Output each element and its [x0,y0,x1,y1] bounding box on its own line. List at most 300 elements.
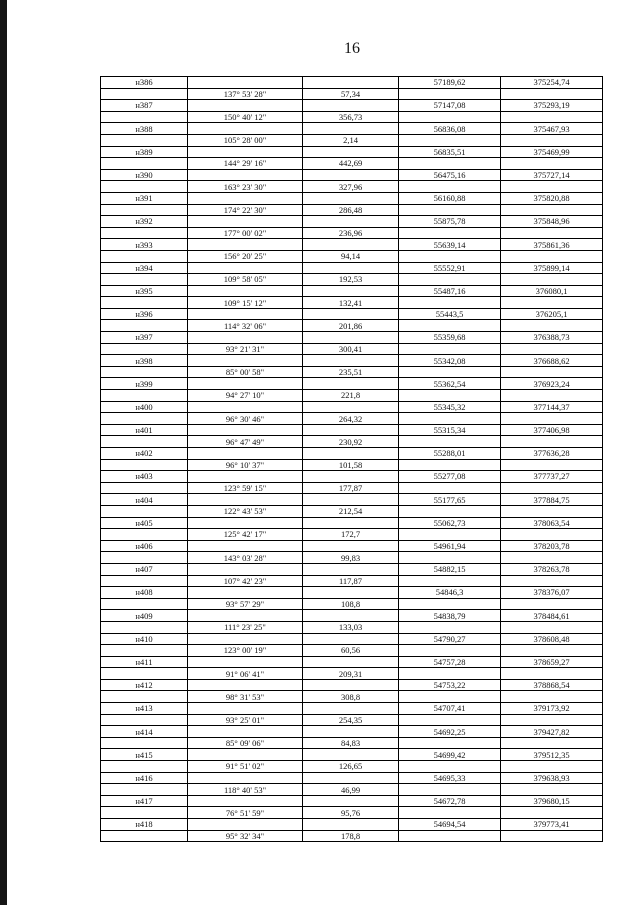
page-number: 16 [344,40,360,57]
segment-distance: 57,34 [303,89,399,101]
segment-distance: 308,8 [303,691,399,703]
point-name: н415 [101,749,188,761]
empty-cell [188,703,303,715]
coord-north-value: 55062,73 [399,518,501,530]
direction-angle: 96° 30' 46" [188,413,303,425]
direction-angle: 91° 06' 41" [188,668,303,680]
coord-east-value: 377737,27 [501,471,603,483]
empty-cell [101,251,188,263]
empty-cell [303,657,399,669]
empty-cell [188,286,303,298]
coord-east-value: 378203,78 [501,541,603,553]
coord-east-value: 377636,28 [501,448,603,460]
direction-angle: 98° 31' 53" [188,691,303,703]
direction-angle: 76° 51' 59" [188,807,303,819]
point-name: н401 [101,425,188,437]
empty-cell [101,390,188,402]
point-name: н408 [101,587,188,599]
segment-distance: 133,03 [303,622,399,634]
empty-cell [501,251,603,263]
direction-angle: 91° 51' 02" [188,761,303,773]
empty-cell [188,610,303,622]
empty-cell [101,645,188,657]
coord-east-value: 378376,07 [501,587,603,599]
empty-cell [501,274,603,286]
point-name: н417 [101,796,188,808]
point-name: н397 [101,332,188,344]
point-name: н393 [101,239,188,251]
segment-distance: 300,41 [303,344,399,356]
segment-distance: 95,76 [303,807,399,819]
direction-angle: 137° 53' 28" [188,89,303,101]
empty-cell [399,715,501,727]
segment-distance: 286,48 [303,205,399,217]
empty-cell [501,297,603,309]
segment-distance: 264,32 [303,413,399,425]
segment-distance: 192,53 [303,274,399,286]
coord-east-value: 379512,35 [501,749,603,761]
empty-cell [399,89,501,101]
empty-cell [501,784,603,796]
coord-north-value: 54961,94 [399,541,501,553]
coordinates-table [100,76,603,842]
empty-cell [399,135,501,147]
empty-cell [188,494,303,506]
point-name: н405 [101,518,188,530]
empty-cell [501,413,603,425]
empty-cell [399,784,501,796]
empty-cell [101,205,188,217]
empty-cell [188,216,303,228]
empty-cell [101,274,188,286]
empty-cell [188,448,303,460]
point-name: н411 [101,657,188,669]
empty-cell [501,367,603,379]
empty-cell [303,749,399,761]
coord-north-value: 55342,08 [399,355,501,367]
coord-north-value: 55177,65 [399,494,501,506]
empty-cell [303,726,399,738]
empty-cell [303,518,399,530]
empty-cell [399,761,501,773]
point-name: н403 [101,471,188,483]
empty-cell [303,263,399,275]
empty-cell [303,123,399,135]
empty-cell [501,761,603,773]
empty-cell [188,425,303,437]
coord-east-value: 377884,75 [501,494,603,506]
direction-angle: 123° 00' 19" [188,645,303,657]
coord-north-value: 55345,32 [399,402,501,414]
coord-east-value: 378063,54 [501,518,603,530]
empty-cell [188,773,303,785]
empty-cell [303,587,399,599]
empty-cell [188,239,303,251]
empty-cell [303,239,399,251]
empty-cell [188,170,303,182]
coord-north-value: 54707,41 [399,703,501,715]
coord-north-value: 54672,78 [399,796,501,808]
direction-angle: 105° 28' 00" [188,135,303,147]
empty-cell [303,216,399,228]
coord-east-value: 375727,14 [501,170,603,182]
segment-distance: 221,8 [303,390,399,402]
empty-cell [303,680,399,692]
coord-east-value: 379173,92 [501,703,603,715]
point-name: н412 [101,680,188,692]
empty-cell [303,541,399,553]
point-name: н388 [101,123,188,135]
coord-north-value: 54846,3 [399,587,501,599]
empty-cell [188,796,303,808]
coord-north-value: 54694,54 [399,819,501,831]
coord-north-value: 55443,5 [399,309,501,321]
point-name: н398 [101,355,188,367]
coord-north-value: 57147,08 [399,100,501,112]
coord-east-value: 375820,88 [501,193,603,205]
coord-north-value: 54695,33 [399,773,501,785]
empty-cell [399,344,501,356]
coord-north-value: 55315,34 [399,425,501,437]
point-name: н407 [101,564,188,576]
coord-north-value: 54699,42 [399,749,501,761]
direction-angle: 107° 42' 23" [188,576,303,588]
empty-cell [101,297,188,309]
empty-cell [188,77,303,89]
direction-angle: 94° 27' 10" [188,390,303,402]
direction-angle: 123° 59' 15" [188,483,303,495]
direction-angle: 109° 58' 05" [188,274,303,286]
coord-north-value: 57189,62 [399,77,501,89]
coord-east-value: 375293,19 [501,100,603,112]
direction-angle: 96° 47' 49" [188,436,303,448]
empty-cell [188,726,303,738]
empty-cell [188,657,303,669]
empty-cell [101,181,188,193]
empty-cell [303,773,399,785]
direction-angle: 85° 00' 58" [188,367,303,379]
segment-distance: 132,41 [303,297,399,309]
point-name: н409 [101,610,188,622]
segment-distance: 177,87 [303,483,399,495]
empty-cell [188,749,303,761]
empty-cell [399,228,501,240]
empty-cell [188,147,303,159]
direction-angle: 114° 32' 06" [188,320,303,332]
coord-north-value: 55639,14 [399,239,501,251]
empty-cell [399,831,501,843]
direction-angle: 85° 09' 06" [188,738,303,750]
coord-north-value: 55288,01 [399,448,501,460]
empty-cell [501,205,603,217]
empty-cell [399,506,501,518]
empty-cell [399,112,501,124]
empty-cell [101,807,188,819]
coord-north-value: 56160,88 [399,193,501,205]
point-name: н400 [101,402,188,414]
empty-cell [101,506,188,518]
segment-distance: 230,92 [303,436,399,448]
empty-cell [501,506,603,518]
empty-cell [303,100,399,112]
empty-cell [399,483,501,495]
empty-cell [399,297,501,309]
empty-cell [501,228,603,240]
empty-cell [501,807,603,819]
empty-cell [303,286,399,298]
empty-cell [188,332,303,344]
empty-cell [188,355,303,367]
empty-cell [501,89,603,101]
empty-cell [188,100,303,112]
empty-cell [303,77,399,89]
empty-cell [399,807,501,819]
segment-distance: 172,7 [303,529,399,541]
segment-distance: 101,58 [303,460,399,472]
empty-cell [399,436,501,448]
direction-angle: 143° 03' 28" [188,552,303,564]
empty-cell [188,402,303,414]
empty-cell [303,355,399,367]
scan-edge-shadow [0,0,7,905]
segment-distance: 178,8 [303,831,399,843]
empty-cell [303,402,399,414]
coord-east-value: 375254,74 [501,77,603,89]
coord-east-value: 378659,27 [501,657,603,669]
segment-distance: 209,31 [303,668,399,680]
coord-east-value: 378868,54 [501,680,603,692]
empty-cell [188,680,303,692]
empty-cell [303,309,399,321]
segment-distance: 254,35 [303,715,399,727]
empty-cell [501,668,603,680]
empty-cell [188,518,303,530]
segment-distance: 356,73 [303,112,399,124]
point-name: н410 [101,634,188,646]
empty-cell [501,576,603,588]
empty-cell [399,367,501,379]
coord-north-value: 55487,16 [399,286,501,298]
point-name: н402 [101,448,188,460]
segment-distance: 212,54 [303,506,399,518]
empty-cell [188,378,303,390]
point-name: н394 [101,263,188,275]
segment-distance: 46,99 [303,784,399,796]
empty-cell [188,471,303,483]
empty-cell [101,691,188,703]
coord-east-value: 375469,99 [501,147,603,159]
empty-cell [101,761,188,773]
empty-cell [188,819,303,831]
empty-cell [303,378,399,390]
direction-angle: 93° 25' 01" [188,715,303,727]
empty-cell [399,691,501,703]
empty-cell [101,135,188,147]
point-name: н413 [101,703,188,715]
point-name: н416 [101,773,188,785]
direction-angle: 93° 57' 29" [188,599,303,611]
segment-distance: 201,86 [303,320,399,332]
empty-cell [303,819,399,831]
empty-cell [501,552,603,564]
coord-east-value: 376923,24 [501,378,603,390]
empty-cell [303,471,399,483]
segment-distance: 2,14 [303,135,399,147]
coord-north-value: 55875,78 [399,216,501,228]
empty-cell [101,413,188,425]
segment-distance: 442,69 [303,158,399,170]
coord-north-value: 55362,54 [399,378,501,390]
direction-angle: 144° 29' 16" [188,158,303,170]
empty-cell [303,610,399,622]
coord-north-value: 54692,25 [399,726,501,738]
empty-cell [501,390,603,402]
segment-distance: 236,96 [303,228,399,240]
coord-east-value: 379638,93 [501,773,603,785]
point-name: н399 [101,378,188,390]
empty-cell [303,147,399,159]
empty-cell [501,460,603,472]
empty-cell [501,483,603,495]
point-name: н414 [101,726,188,738]
empty-cell [101,89,188,101]
point-name: н391 [101,193,188,205]
segment-distance: 327,96 [303,181,399,193]
empty-cell [399,205,501,217]
empty-cell [399,413,501,425]
empty-cell [399,390,501,402]
empty-cell [303,193,399,205]
empty-cell [188,634,303,646]
empty-cell [303,796,399,808]
direction-angle: 163° 23' 30" [188,181,303,193]
point-name: н389 [101,147,188,159]
point-name: н406 [101,541,188,553]
empty-cell [188,263,303,275]
empty-cell [399,668,501,680]
coord-north-value: 56836,08 [399,123,501,135]
coord-north-value: 54790,27 [399,634,501,646]
empty-cell [188,123,303,135]
empty-cell [303,448,399,460]
empty-cell [399,645,501,657]
point-name: н390 [101,170,188,182]
coord-east-value: 375848,96 [501,216,603,228]
empty-cell [303,170,399,182]
coord-east-value: 375899,14 [501,263,603,275]
segment-distance: 108,8 [303,599,399,611]
coord-east-value: 375861,36 [501,239,603,251]
empty-cell [501,831,603,843]
point-name: н392 [101,216,188,228]
empty-cell [101,460,188,472]
empty-cell [399,552,501,564]
empty-cell [501,645,603,657]
direction-angle: 118° 40' 53" [188,784,303,796]
coord-north-value: 56835,51 [399,147,501,159]
empty-cell [188,193,303,205]
empty-cell [501,181,603,193]
empty-cell [399,158,501,170]
empty-cell [101,158,188,170]
empty-cell [101,228,188,240]
empty-cell [188,587,303,599]
coord-east-value: 378263,78 [501,564,603,576]
segment-distance: 99,83 [303,552,399,564]
empty-cell [101,552,188,564]
empty-cell [101,436,188,448]
empty-cell [501,622,603,634]
empty-cell [399,181,501,193]
empty-cell [399,274,501,286]
empty-cell [501,715,603,727]
coord-east-value: 379680,15 [501,796,603,808]
empty-cell [303,564,399,576]
empty-cell [303,703,399,715]
empty-cell [399,576,501,588]
empty-cell [501,529,603,541]
direction-angle: 150° 40' 12" [188,112,303,124]
empty-cell [303,494,399,506]
point-name: н404 [101,494,188,506]
empty-cell [101,668,188,680]
coord-north-value: 55277,08 [399,471,501,483]
direction-angle: 109° 15' 12" [188,297,303,309]
coord-east-value: 376688,62 [501,355,603,367]
empty-cell [101,831,188,843]
point-name: н387 [101,100,188,112]
empty-cell [399,599,501,611]
coord-north-value: 54757,28 [399,657,501,669]
empty-cell [501,691,603,703]
empty-cell [101,599,188,611]
empty-cell [399,622,501,634]
empty-cell [501,344,603,356]
coord-north-value: 56475,16 [399,170,501,182]
coord-east-value: 378608,48 [501,634,603,646]
direction-angle: 174° 22' 30" [188,205,303,217]
empty-cell [303,634,399,646]
coord-east-value: 379427,82 [501,726,603,738]
coord-east-value: 377144,37 [501,402,603,414]
point-name: н418 [101,819,188,831]
empty-cell [399,251,501,263]
empty-cell [399,460,501,472]
empty-cell [101,320,188,332]
coord-north-value: 55359,68 [399,332,501,344]
empty-cell [101,483,188,495]
empty-cell [501,135,603,147]
empty-cell [399,320,501,332]
coord-east-value: 379773,41 [501,819,603,831]
empty-cell [101,738,188,750]
coord-east-value: 376388,73 [501,332,603,344]
empty-cell [501,320,603,332]
coord-east-value: 375467,93 [501,123,603,135]
coord-north-value: 54838,79 [399,610,501,622]
direction-angle: 111° 23' 25" [188,622,303,634]
direction-angle: 95° 32' 34" [188,831,303,843]
segment-distance: 84,83 [303,738,399,750]
empty-cell [501,599,603,611]
empty-cell [101,784,188,796]
direction-angle: 125° 42' 17" [188,529,303,541]
empty-cell [101,622,188,634]
empty-cell [101,344,188,356]
point-name: н386 [101,77,188,89]
empty-cell [101,529,188,541]
empty-cell [501,158,603,170]
